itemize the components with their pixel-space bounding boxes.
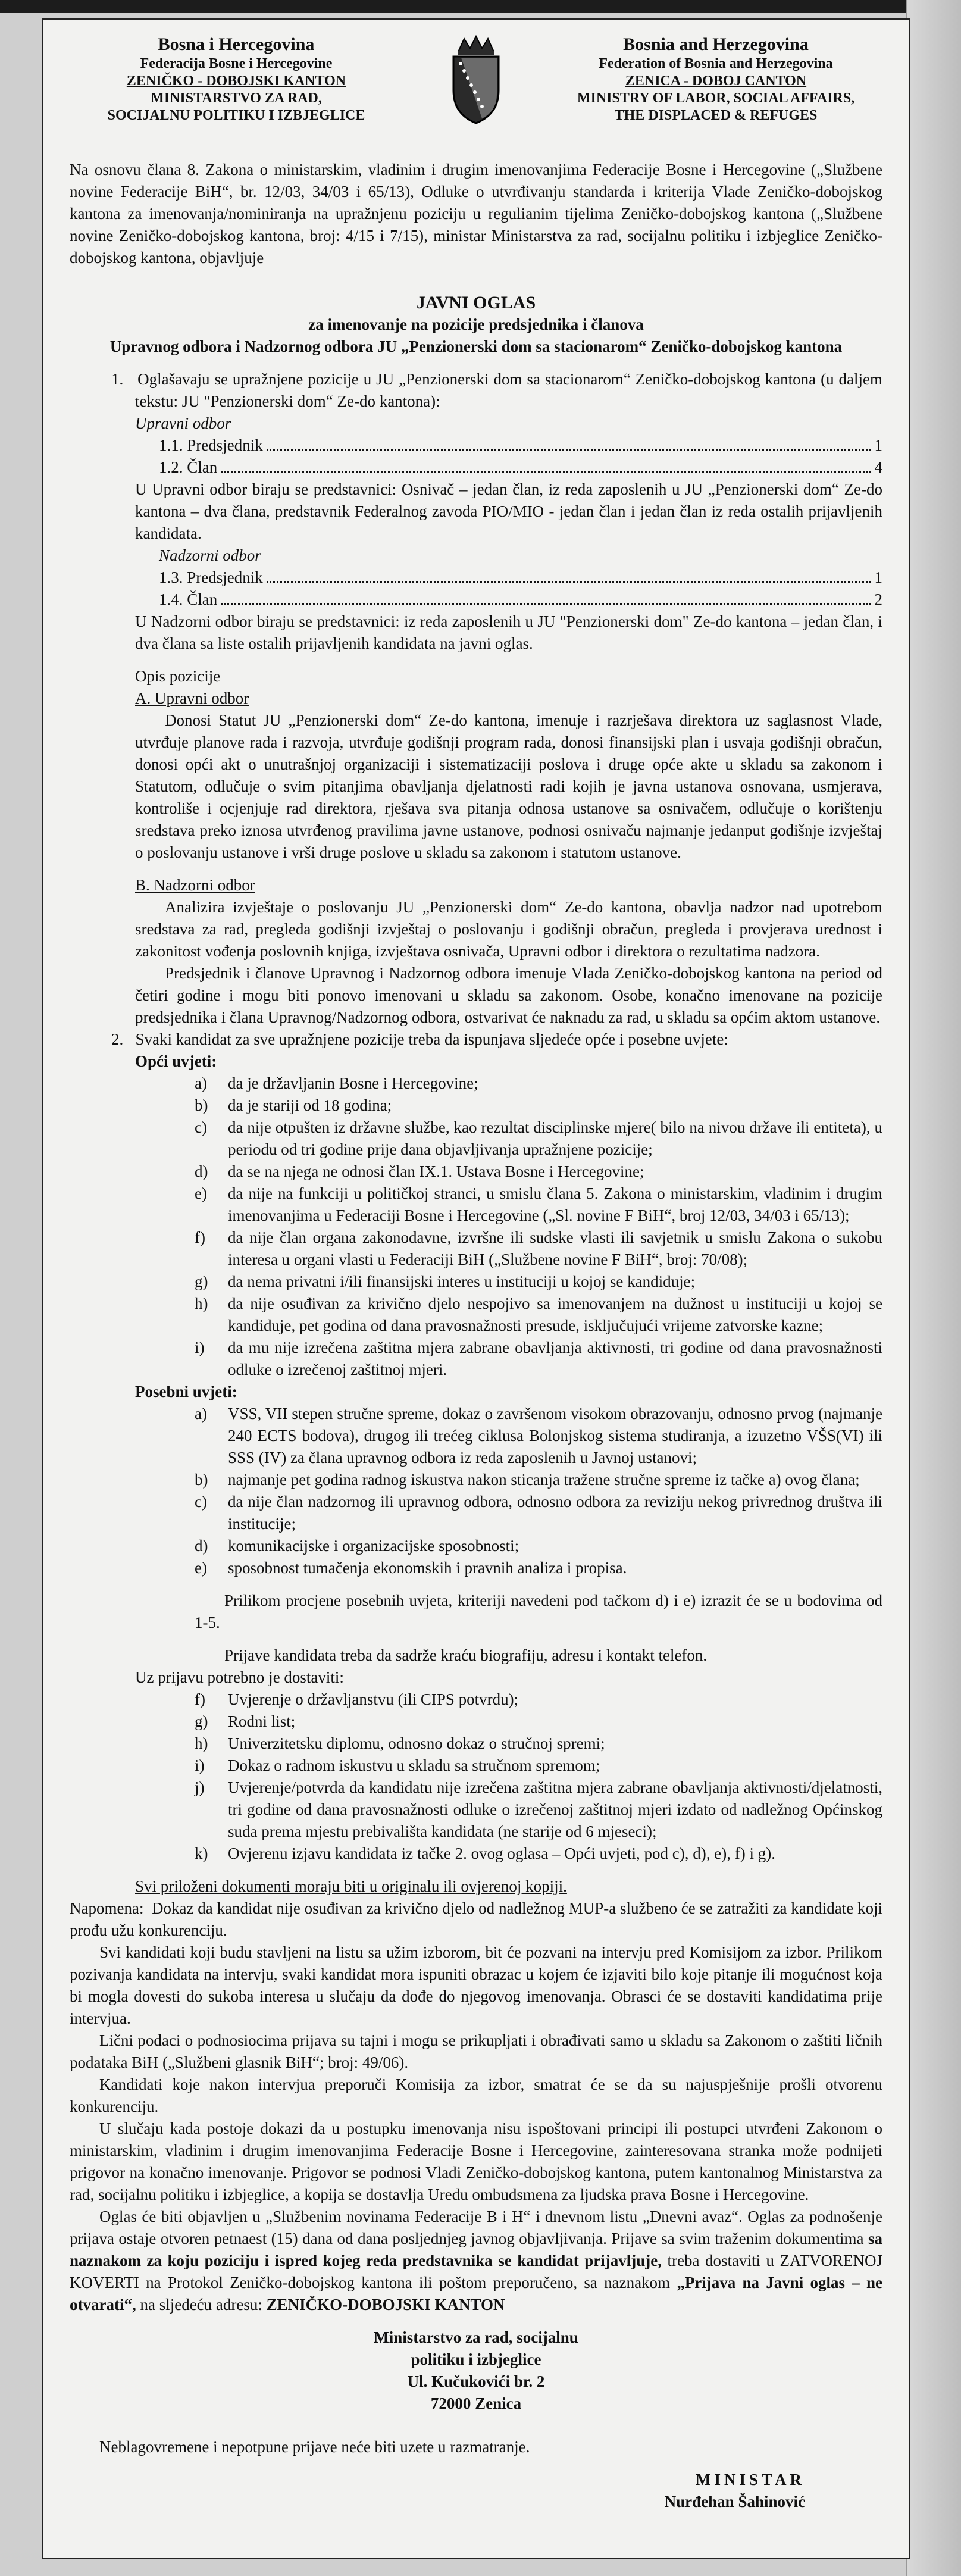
coat-of-arms-icon (437, 34, 515, 129)
position-row: 1.1. Predsjednik 1 (159, 436, 882, 454)
list-item: e) da nije na funkciji u političkoj stranci, u smislu člana 5. Zakona o ministarskim, vladinim i drugim imenovanjima u Federaciji Bosne i Hercegovine („Sl. novine F BiH“, broj 12/03, 34/03 i 65/13); (195, 1184, 882, 1224)
list-item: c) da nije član nadzornog ili upravnog odbora, odnosno odbora za reviziju nekog privrednog društva ili institucije; (195, 1493, 882, 1533)
originals-required-note: Svi priloženi dokumenti moraju biti u originalu ili ovjerenoj kopiji. (135, 1877, 567, 1895)
federation-name-bs: Federacija Bosne i Hercegovine (140, 56, 333, 71)
canton-name-en: ZENICA - DOBOJ CANTON (625, 73, 807, 89)
uz-prijavu-label: Uz prijavu potrebno je dostaviti: (135, 1668, 344, 1686)
list-item: d) komunikacijske i organizacijske sposobnosti; (195, 1537, 519, 1555)
list-item: f) da nije član organa zakonodavne, izvršne ili sudske vlasti ili savjetnik u smislu Zakona o sukobu interesa u organi vlasti u Federaciji BiH („Službene novine F BiH“, broj: 70/08); (195, 1228, 882, 1268)
list-item: k) Ovjerenu izjavu kandidata iz tačke 2. ovog oglasa – Opći uvjeti, pod c), d), e), f) i g). (195, 1845, 775, 1862)
letterhead-bosnian (70, 34, 403, 124)
title-sub: za imenovanje na pozicije predsjednika i članova (308, 315, 644, 333)
page-top-bar (0, 0, 961, 13)
federation-name-en: Federation of Bosnia and Herzegovina (599, 56, 833, 71)
nadzorni-odbor-label: Nadzorni odbor (159, 546, 261, 564)
list-item: b) najmanje pet godina radnog iskustva nakon sticanja tražene stručne spreme iz tačke a) ovog člana; (195, 1471, 860, 1489)
country-name-bs: Bosna i Hercegovina (158, 35, 315, 54)
prijave-text: Prijave kandidata treba da sadrže kraću biografiju, adresu i kontakt telefon. (224, 1646, 708, 1664)
list-item: g) da nema privatni i/ili finansijski interes u instituciji u kojoj se kandiduje; (195, 1273, 696, 1290)
ministry-name-bs-1: MINISTARSTVO ZA RAD, (151, 90, 322, 106)
position-row: 1.4. Član 2 (159, 590, 882, 608)
complaint-paragraph: U slučaju kada postoje dokazi da u postupku imenovanja nisu ispoštovani principi ili postupci utvrđeni Zakonom o ministarskim, vladinim i drugim imenovanjima Federacije Bosne i Hercegovine, zainteresovana stranka može podnijeti prigovor na konačno imenovanje. Prigovor se podnosi Vladi Zeničko-dobojskog kantona, putem kantonalnog Ministarstva za rad, socijalnu politiku i izbjeglice, a kopija se dostavlja Uredu ombudsmena za ljudska prava Bosne i Hercegovine. (70, 2119, 882, 2203)
list-item: g) Rodni list; (195, 1712, 296, 1730)
nadzorni-odbor-composition: U Nadzorni odbor biraju se predstavnici: iz reda zaposlenih u JU "Penzionerski dom" Ze-do kantona – jedan član, i dva člana sa liste ostalih prijavljenih kandidata na javni oglas. (135, 612, 882, 652)
list-item: f) Uvjerenje o državljanstvu (ili CIPS potvrdu); (195, 1690, 519, 1708)
interview-paragraph: Svi kandidati koji budu stavljeni na listu sa užim izborom, bit će pozvani na intervju pred Komisijom za izbor. Prilikom pozivanja kandidata na intervju, svaki kandidat mora ispuniti obrazac u kojem će izjaviti bilo koje pitanje ili mogućnost koja bi mogla dovesti do sukoba interesa u slučaju da dođe do njegovog imenovanja. Obrasci će se dostaviti kandidatima prije intervjua. (70, 1943, 882, 2027)
section-1: 1. Oglašavaju se upražnjene pozicije u JU „Penzionerski dom sa stacionarom“ Zeničko-dobojskog kantona (u daljem tekstu: JU "Penzionerski dom“ Ze-do kantona): (111, 370, 883, 410)
section-a-text: Donosi Statut JU „Penzionerski dom“ Ze-do kantona, imenuje i razrješava direktora uz saglasnost Vlade, utvrđuje planove rada i razvoja, utvrđuje godišnji program rada, donosi finansijski plan i usvaja godišnji obračun, donosi opći akt o unutrašnjoj organizaciji i sistematizaciji poslova i druge opće akte u skladu sa zakonom i Statutom, odlučuje o svim pitanjima obavljanja djelatnosti radi kojih je javna ustanova osnovana, usmjerava, kontroliše i ocjenjuje rad direktora, rješava sva pitanja odnosa ustanove sa osnivačem, odlučuje o korištenju sredstava preko iznosa utvrđenog pravilima javne ustanove, podnosi osnivaču najmanje jedanput godišnje izvještaj o poslovanju ustanove i vrši druge poslove u skladu sa zakonom i statutom ustanove. (135, 711, 882, 861)
letterhead-english (549, 34, 882, 124)
required-documents-list (195, 1689, 882, 1865)
notice-title (70, 292, 882, 358)
procjena-text: Prilikom procjene posebnih uvjeta, kriteriji navedeni pod tačkom d) i e) izrazit će se u bodovima od 1-5. (195, 1592, 882, 1631)
list-item: d) da se na njega ne odnosi član IX.1. Ustava Bosne i Hercegovine; (195, 1162, 644, 1180)
list-item: b) da je stariji od 18 godina; (195, 1096, 392, 1114)
public-notice (42, 18, 910, 2559)
upravni-odbor-label: Upravni odbor (135, 414, 231, 432)
ministry-name-en-1: MINISTRY OF LABOR, SOCIAL AFFAIRS, (577, 90, 855, 106)
list-item: j) Uvjerenje/potvrda da kandidatu nije izrečena zaštitna mjera zabrane obavljanja aktivnosti/djelatnosti, tri godine od dana pravosnažnosti odluke o izrečenoj zaštitnoj mjeri izdato od nadležnog Općinskog suda prema mjestu prebivališta kandidata (ne starije od 6 mjeseci); (195, 1778, 882, 1840)
section-a-label: A. Upravni odbor (135, 689, 249, 707)
list-item: c) da nije otpušten iz državne službe, kao rezultat disciplinske mjere( bilo na nivou države ili entiteta), u periodu od tri godine prije dana objavljivanja upražnjene pozicije; (195, 1118, 882, 1158)
late-applications-note: Neblagovremene i nepotpune prijave neće biti uzete u razmatranje. (99, 2438, 530, 2456)
submission-paragraph: Oglas će biti objavljen u „Službenim novinama Federacije B i H“ i dnevnom listu „Dnevni avaz“. Oglas za podnošenje prijava ostaje otvoren petnaest (15) dana od dana posljednjeg javnog objavljivanja. Prijave sa svim traženim dokumentima sa naznakom za koju poziciju i ispred kojeg reda predstavnika se kandidat prijavljuje, treba dostaviti u ZATVORENOJ KOVERTI na Protokol Zeničko-dobojskog kantona ili poštom preporučeno, sa naznakom „Prijava na Javni oglas – ne otvarati“, na sljedeću adresu: ZENIČKO-DOBOJSKI KANTON (70, 2208, 883, 2314)
title-main: JAVNI OGLAS (416, 293, 536, 312)
mailing-address: Ministarstvo za rad, socijalnu politiku i izbjeglice Ul. Kučukovići br. 2 72000 Zenica (374, 2328, 578, 2412)
section-2: 2. Svaki kandidat za sve upražnjene pozicije treba da ispunjava sljedeće opće i posebne uvjete: (111, 1030, 728, 1048)
section-b-text: Analizira izvještaje o poslovanju JU „Penzionerski dom“ Ze-do kantona, obavlja nadzor nad upotrebom sredstava za rad, pregleda godišnji izvještaj o poslovanju i godišnji obračun, pregleda i provjerava urednost i zakonitost vođenja poslovnih knjiga, izvještava osnivača, Upravni odbor i direktora o rezultatima nadzora. (135, 898, 882, 960)
opis-pozicije-label: Opis pozicije (135, 667, 221, 685)
ministry-name-bs-2: SOCIJALNU POLITIKU I IZBJEGLICE (107, 108, 365, 123)
section-b-label: B. Nadzorni odbor (135, 876, 255, 894)
posebni-uvjeti-list (195, 1403, 882, 1579)
list-item: a) da je državljanin Bosne i Hercegovine; (195, 1074, 478, 1092)
intro-paragraph: Na osnovu člana 8. Zakona o ministarskim, vladinim i drugim imenovanjima Federacije Bosne i Hercegovine („Službene novine Federacije BiH“, br. 12/03, 34/03 i 65/13), Odluke o utvrđivanju standarda i kriterija Vlade Zeničko-dobojskog kantona za imenovanja/nominiranja na upražnjenu poziciju u regulianim tijelima Zeničko-dobojskog kantona („Službene novine Zeničko-dobojskog kantona, broj: 4/15 i 7/15), ministar Ministarstva za rad, socijalnu politiku i izbjeglice Zeničko-dobojskog kantona, objavljuje (70, 161, 882, 267)
list-item: h) da nije osuđivan za krivično djelo nespojivo sa imenovanjem na dužnost u instituciji u kojoj se kandiduje, pet godina od dana pravosnažnosti presude, isključujući vrijeme zatvorske kazne; (195, 1295, 882, 1334)
ministry-name-en-2: THE DISPLACED & REFUGES (614, 108, 818, 123)
signature-name: Nurđehan Šahinović (664, 2493, 805, 2511)
title-institution: Upravnog odbora i Nadzornog odbora JU „Penzionerski dom sa stacionarom“ Zeničko-dobojskog kantona (109, 337, 843, 355)
list-item: i) Dokaz o radnom iskustvu u skladu sa stručnom spremom; (195, 1756, 600, 1774)
canton-name-bs: ZENIČKO - DOBOJSKI KANTON (126, 73, 346, 89)
opci-uvjeti-list (195, 1073, 882, 1381)
section-b-term-text: Predsjednik i članove Upravnog i Nadzornog odbora imenuje Vlada Zeničko-dobojskog kantona na period od četiri godine i mogu biti ponovo imenovani u skladu sa zakonom. Osobe, konačno imenovane na pozicije predsjednika i člana Upravnog/Nadzornog odbora, ostvarivat će naknadu za rad, u skladu sa općim aktom ustanove. (135, 964, 882, 1026)
list-item: h) Univerzitetsku diplomu, odnosno dokaz o stručnoj spremi; (195, 1734, 605, 1752)
upravni-odbor-composition: U Upravni odbor biraju se predstavnici: Osnivač – jedan član, iz reda zaposlenih u JU „Penzionerski dom“ Ze-do kantona – dva člana, predstavnik Federalnog zavoda PIO/MIO - jedan član i jedan član iz reda ostalih prijavljenih kandidata. (135, 480, 882, 542)
recommendation-paragraph: Kandidati koje nakon intervjua preporuči Komisija za izbor, smatrat će se da su najuspješnije prošli otvorenu konkurenciju. (70, 2075, 882, 2115)
adjacent-page-strip (906, 0, 961, 2576)
list-item: e) sposobnost tumačenja ekonomskih i pravnih analiza i propisa. (195, 1559, 627, 1577)
list-item: i) da mu nije izrečena zaštitna mjera zabrane obavljanja aktivnosti, tri godine od dana pravosnažnosti odluke o izrečenoj zaštitnoj mjeri. (195, 1339, 882, 1378)
list-item: a) VSS, VII stepen stručne spreme, dokaz o završenom visokom obrazovanju, odnosno prvog (najmanje 240 ECTS bodova), drugog ili trećeg ciklusa Bolonjskog sistema studiranja, a izuzetno VŠS(VI) ili SSS (IV) za člana upravnog odbora iz reda zaposlenih u Javnoj ustanovi; (195, 1405, 882, 1467)
signature-title: MINISTAR (695, 2471, 805, 2489)
position-row: 1.2. Član 4 (159, 458, 882, 476)
posebni-uvjeti-label: Posebni uvjeti: (135, 1383, 237, 1400)
napomena-paragraph: Napomena: Dokaz da kandidat nije osuđivan za krivično djelo od nadležnog MUP-a službeno će se zatražiti za kandidate koji prođu užu konkurenciju. (70, 1899, 883, 1939)
opci-uvjeti-label: Opći uvjeti: (135, 1052, 217, 1070)
privacy-paragraph: Lični podaci o podnosiocima prijava su tajni i mogu se prikupljati i obrađivati samo u skladu sa Zakonom o zaštiti ličnih podataka BiH („Službeni glasnik BiH“; broj: 49/06). (70, 2031, 882, 2071)
country-name-en: Bosnia and Herzegovina (623, 35, 809, 54)
letterhead (70, 34, 882, 135)
position-row: 1.3. Predsjednik 1 (159, 568, 882, 586)
